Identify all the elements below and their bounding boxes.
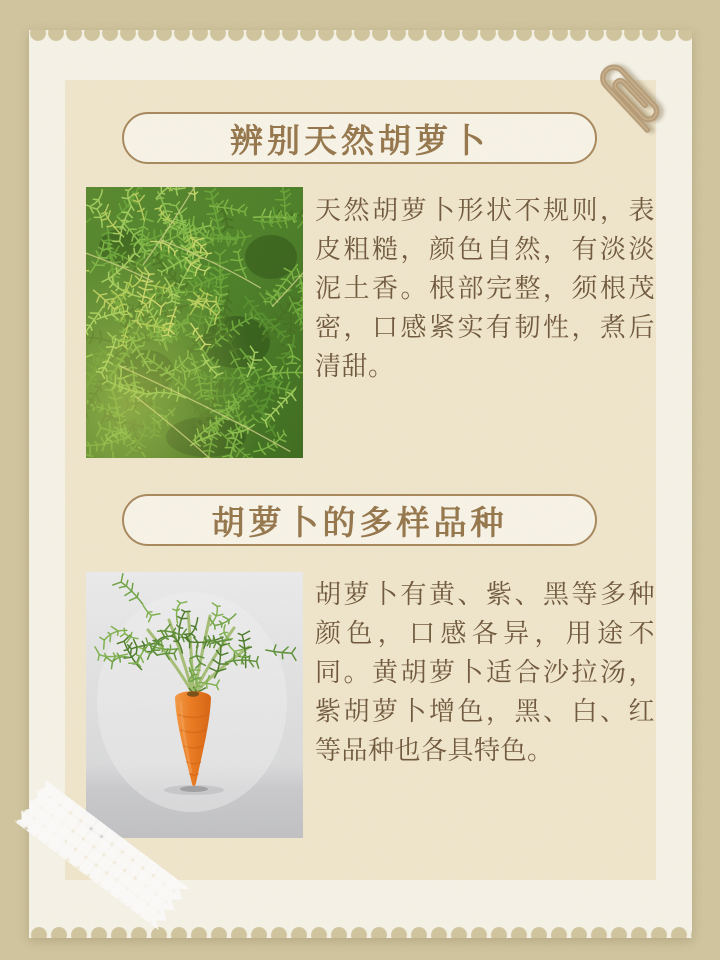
carrot-crown-stub [187, 691, 199, 697]
paper-sheet [29, 30, 692, 938]
foliage-yellow-tint [86, 187, 303, 458]
section-title-varieties-label: 胡萝卜的多样品种 [211, 503, 508, 541]
section-title-natural-label: 辨别天然胡萝卜 [230, 121, 489, 159]
section-body-varieties: 胡萝卜有黄、紫、黑等多种颜色，口感各异，用途不同。黄胡萝卜适合沙拉汤，紫胡萝卜增色，黑、白、红等品种也各具特色。 [315, 579, 655, 765]
section-title-natural [122, 112, 597, 164]
contact-shadow [180, 786, 208, 792]
content-panel [65, 80, 656, 880]
standing-carrot-illustration [86, 572, 303, 838]
standing-carrot-photo [86, 572, 303, 838]
carrot-foliage-illustration [86, 187, 303, 458]
section-body-natural: 天然胡萝卜形状不规则，表皮粗糙，颜色自然，有淡淡泥土香。根部完整，须根茂密，口感紧实有韧性，煮后清甜。 [315, 195, 655, 381]
section-title-varieties [122, 494, 597, 546]
carrot-foliage-photo [86, 187, 303, 458]
